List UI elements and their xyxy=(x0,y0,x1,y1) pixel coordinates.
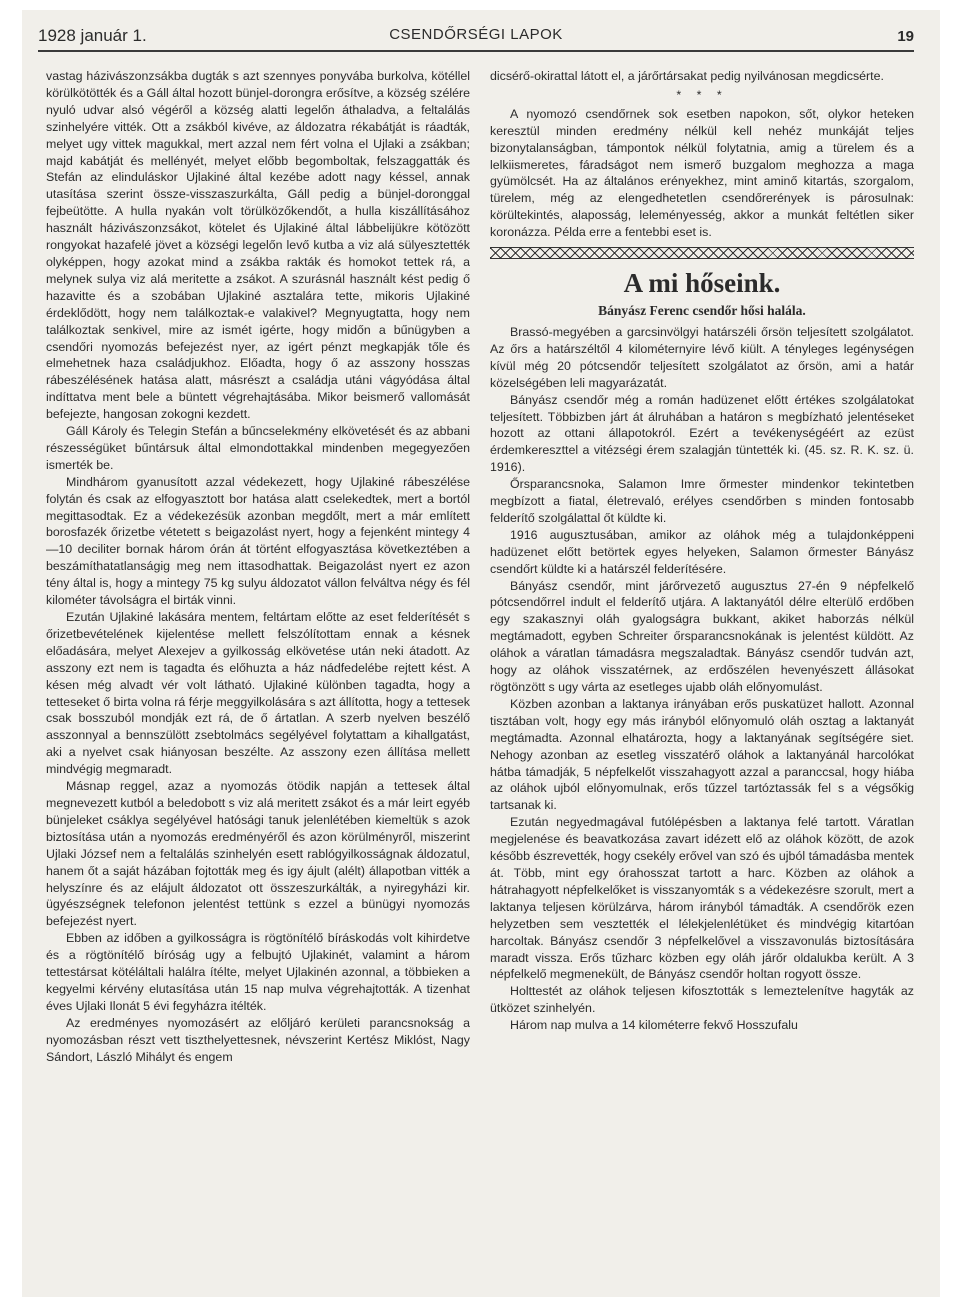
article-paragraph: Közben azonban a laktanya irányában erős puskatüzet hallott. Azonnal tisztában volt, hogy egy más irányból előnyomuló oláh osztag a laktanyát megtámadta. Azonnal elhatározta, hogy a laktanyának segítségére siet. Nehogy azonban az esetleg visszatérő oláhok a laktanyánál harcolókat hátba támadják, 5 népfelkelőt visszahagyott azzal a paranccsal, hogy hiába az oláhok ujból előnyomulnak, erős tűzzel tartóztassák fel s a végsőkig tartsanak ki. xyxy=(490,696,914,813)
left-paragraph: Ebben az időben a gyilkosságra is rögtönítélő bíráskodás volt kihirdetve és a rögtönítélő bíróság ugy a felbujtó Ujlakinét, valamint a három tettestársat kötéláltali halálra ítélte, melyet Ujlakinén azonnal, a többieken a kegyelmi kérvény elutasítása után 15 nap mulva végrehajtották. A tizenhat éves Ujlaki Ilonát 5 évi fegyházra itélték. xyxy=(46,931,470,1013)
newspaper-page xyxy=(22,10,940,1297)
section-separator: * * * xyxy=(676,87,728,102)
article-paragraph: Bányász csendőr még a román hadüzenet előtt értékes szolgálatokat teljesített. Többizben járt át álruhában a határon s megbízható jelentéseket hozott az ottani állapotokról. Ezért a tevékenységéért az ezüst érdemkereszttel a vitézségi érem szalagján tüntették ki. (45. sz. R. K. sz. ü. 1916). xyxy=(490,392,914,475)
article-paragraph: Brassó-megyében a garcsinvölgyi határszéli őrsön teljesített szolgálatot. Az őrs a határszéltől 4 kilométernyire lévő kiült. A tényleges legénységen kívül még 20 pótcsendőr teljesített szolgálatot az őrsön, ami a határ közelségében leli magyarázatát. xyxy=(490,324,914,390)
article-paragraph: 1916 augusztusában, amikor az oláhok még a tulajdonképpeni hadüzenet előtt betörtek egyes helyeken, Salamon őrmester Bányász csendőrt küldte ki a határszél felderítésére. xyxy=(490,527,914,576)
left-column xyxy=(46,68,470,1283)
article-subheadline: Bányász Ferenc csendőr hősi halála. xyxy=(598,303,806,319)
left-paragraph: Másnap reggel, azaz a nyomozás ötödik napján a tettesek által megnevezett kutból a beledobott s viz alá meritett zsákot és a már leirt egyéb bünjeleket csáklya segélyével hatósági tanuk jelenlétében kiemeltük s azok biztosítása után a nyomozás eredményéről és azon körülményről, miszerint Ujlaki József nem a feltalálás szinhelyén esett rablógyilkosságnak áldozatul, hanem őt a saját házában fojtották meg és igy ájult (alélt) állapotban vitték a helyszínre és az elájult áldozatot ott összeszurkálták, a nyiregyházi kir. ügyészségnek telefonon jelentést tettünk s ezzel a bünügyi nyomozás befejezést nyert. xyxy=(46,779,470,929)
ornamental-divider xyxy=(490,247,914,259)
left-paragraph: Gáll Károly és Telegin Stefán a bűncselekmény elkövetését és az abbani részességüket bűntársuk által elmondottakkal mindenben megegyezően ismerték be. xyxy=(46,424,470,472)
right-column xyxy=(490,68,914,1283)
article-paragraph: Őrsparancsnoka, Salamon Imre őrmester mindenkor tekintetben megbízott a fiatal, életrevaló, erélyes csendőrben s minden fontosabb felderítő szolgálattal őt küldte ki. xyxy=(490,477,914,525)
article-headline: A mi hőseink. xyxy=(623,268,781,299)
left-paragraph: vastag házivászonzsákba dugták s azt szennyes ponyvába burkolva, kötéllel körülkötötték és a Gáll által hozott bünjel-dorongra erősítve, a község szélére nyuló udvar alsó végéről a község alatti legelőn áthaladva, a feltalálás szinhelyére vitték. Ott a zsákból kivéve, az áldozatra rékabátját is ráadták, melyet ugy vittek magukkal, mert azzal nem fért volna el Ujlaki a zsákban; majd kabátját és mellényét, melyet előbb begomboltak, felszaggatták és Stefán az elinduláskor Ujlakiné által kezébe adott nagy késsel, annak utasítása szerint össze-visszaszurkálta, Gáll pedig a bünjel-doronggal fejbeütötte. A hulla nyakán volt törülközőkendőt, a hulla kiszállításához használt házivászonzsákot, kötelet és Ujlakiné által lábbelijükre kötözött rongyokat hazafelé jövet a községi legelőn levő kutba a viz alá sülyesztették olyképpen, hogy azokat mind a zsákba rakták és homokot tettek rá, a melynek sulya viz alá meritette a zsákot. A szurásnál használt kést pedig ő hazavitte és a szobában Ujlakiné asztalára tette, mikoris Ujlakiné érdeklődött, hogy nem találkoztak-e valakivel? Megnyugtatta, hogy nem találkoztak senkivel, mire az ismét igérte, hogy midőn a bűnügyben a csendőri nyomozás befejezést nyer, az igért pénzt megkapják tőle és elmehetnek haza családjukhoz. Előadta, hogy ő az asszony hosszas rábeszélésének hatása alatt, másrészt a családja utáni vágyódása által indíttatva ment bele a büntett végrehajtásába. Mikor beismerő vallomását befejezte, hangosan zokogni kezdett. xyxy=(46,69,470,422)
article-paragraph: Három nap mulva a 14 kilométerre fekvő Hosszufalu xyxy=(510,1018,798,1033)
intro-paragraph: A nyomozó csendőrnek sok esetben napokon, sőt, olykor heteken keresztül minden eredmény nélkül kell nehéz munkáját teljes bizonytalanságban, támpontok nélkül folytatnia, amig a türelem és a lelkiismeretes, fáradságot nem ismerő buzgalom meghozza a maga gyümölcsét. Ha az általános erényekhez, mint aminő kitartás, szorgalom, türelem, még az elengedhetetlen csendőrerények is párosulnak: körültekintés, alaposság, leleményesség, akkor a munkát feltétlen siker koronázza. Példa erre a fentebbi eset is. xyxy=(490,106,914,240)
page-header xyxy=(38,24,914,52)
article-paragraph: Ezután negyedmagával futólépésben a laktanya felé tartott. Váratlan megjelenése és beavatkozása zavart idézett elő az oláhok között, de azok később észrevették, hogy csekély erővel van szó és ujból támadásba mentek át. Több, mint egy órahosszat tartott a harc. Közben az oláhok a hátrahagyott népfelkelőket is visszanyomták s a védekezésre szorult, mert a laktanya teljesen körülzárva, három irányból támadták. A csendőrök ezen helyzetben sem vesztették el lélekjelenlétüket és mindvégig kitartóan harcoltak. Bányász csendőr 3 népfelkelővel a visszavonulás biztosítására maradt vissza. Erős tűzharc közben egy oláh járőr oldalukba került. A 3 népfelkelő megmenekült, de Bányász csendőr holtan rogyott össze. xyxy=(490,815,914,982)
page-number: 19 xyxy=(897,28,914,45)
issue-date: 1928 január 1. xyxy=(38,26,147,45)
article-paragraph: Holttestét az oláhok teljesen kifosztották s lemeztelenítve hagyták az ütközet szinhelyén. xyxy=(490,984,914,1016)
left-paragraph: Mindhárom gyanusított azzal védekezett, hogy Ujlakiné rábeszélése folytán és csak az elfogyasztott bor hatása alatt cselekedtek, mert a bortól megittasodtak. Ez a védekezésük azonban megdőlt, mert a már említett borosfazék őrizetbe vétetett s beigazolást nyert, hogy a fejenként mintegy 4—10 deciliter bornak három órán át történt elfogyasztása következtében a beszámíthatatlanságig meg nem ittasodhattak. Beigazolást nyert ez azon tény által is, hogy a mintegy 75 kg sulyu áldozatot vállon felváltva négy és fél kilométer távolságra el birták vinni. xyxy=(46,474,470,608)
left-paragraph: Ezután Ujlakiné lakására mentem, feltártam előtte az eset felderítését s őrizetbevételének kijelentése mellett felszólítottam ennak a késnek előadására, melyet Alexejev a gyilkosság elkövetése után neki átadott. Az asszony ezt nem is tagadta és előhuzta a ház nádfedelébe rejtett kést. A késen még alvadt vér volt látható. Ujlakiné különben tagadta, hogy a tetteseket ő birta volna rá férje meggyilkolására s azt állította, hogy a tettesek csak bosszuból mondják ezt rá, de ő ártatlan. A szerb nyelven beszélő asszonnyal a bennszülött zsebtolmács segélyével folytattam a kihallgatást, aki a nyelvet csak hiányosan beszélte. Az asszony ezen állítása mellett mindvégig megmaradt. xyxy=(46,610,470,777)
article-paragraph: Bányász csendőr, mint járőrvezető augusztus 27-én 9 népfelkelő pótcsendőrrel indult el felderítő utjára. A laktanyától délre elterülő erdőben egy szakasznyi oláh gyalogságra bukkant, akiket haborzás nélkül megtámadott, egyben Schreiter őrsparancsnokának is jelentést küldött. Az oláhok a váratlan támadásra megszaladtak. Bányász csendőr tudván azt, hogy az oláhok visszatérnek, az erdőszélen hevenyészett állásokat rögtönzött s ugy várta az esetleges ujabb oláh előnyomulást. xyxy=(490,578,914,694)
publication-title: CSENDŐRSÉGI LAPOK xyxy=(389,26,563,43)
intro-paragraph: dicsérő-okirattal látott el, a járőrtársakat pedig nyilvánosan megdicsérte. xyxy=(490,69,884,83)
left-paragraph: Az eredményes nyomozásért az előljáró kerületi parancsnokság a nyomozásban részt vett tiszthelyettesnek, névszerint Kertész Miklóst, Nagy Sándort, László Mihályt és engem xyxy=(46,1015,470,1064)
